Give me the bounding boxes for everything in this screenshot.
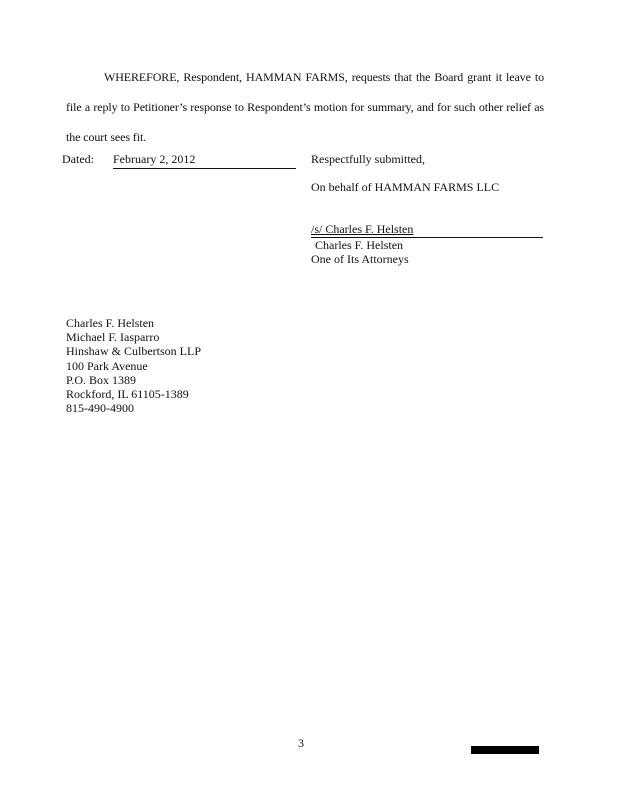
on-behalf-text: On behalf of HAMMAN FARMS LLC	[311, 180, 500, 194]
address-line: Hinshaw & Culbertson LLP	[66, 344, 201, 359]
address-line: P.O. Box 1389	[66, 372, 137, 387]
address-line: 815-490-4900	[66, 401, 134, 416]
address-line: Rockford, IL 61105-1389	[66, 387, 189, 402]
signature-block	[311, 152, 543, 267]
dated-value: February 2, 2012	[113, 152, 296, 169]
page-number: 3	[298, 736, 304, 750]
address-line: Michael F. Iasparro	[66, 330, 160, 345]
signer-role: One of Its Attorneys	[311, 252, 409, 266]
dated-label: Dated:	[62, 152, 94, 166]
redaction-bar	[471, 746, 539, 754]
attorney-address-block	[66, 316, 201, 415]
body-paragraph: WHEREFORE, Respondent, HAMMAN FARMS, requests that the Board grant it leave to file a reply to Petitioner’s response to Respondent’s motion for summary, and for such other relief as the court sees fit.	[66, 70, 544, 144]
signer-name: Charles F. Helsten	[315, 238, 404, 252]
electronic-signature: /s/ Charles F. Helsten	[311, 222, 543, 238]
address-line: Charles F. Helsten	[66, 316, 155, 330]
address-line: 100 Park Avenue	[66, 358, 148, 373]
closing-text: Respectfully submitted,	[311, 152, 425, 166]
